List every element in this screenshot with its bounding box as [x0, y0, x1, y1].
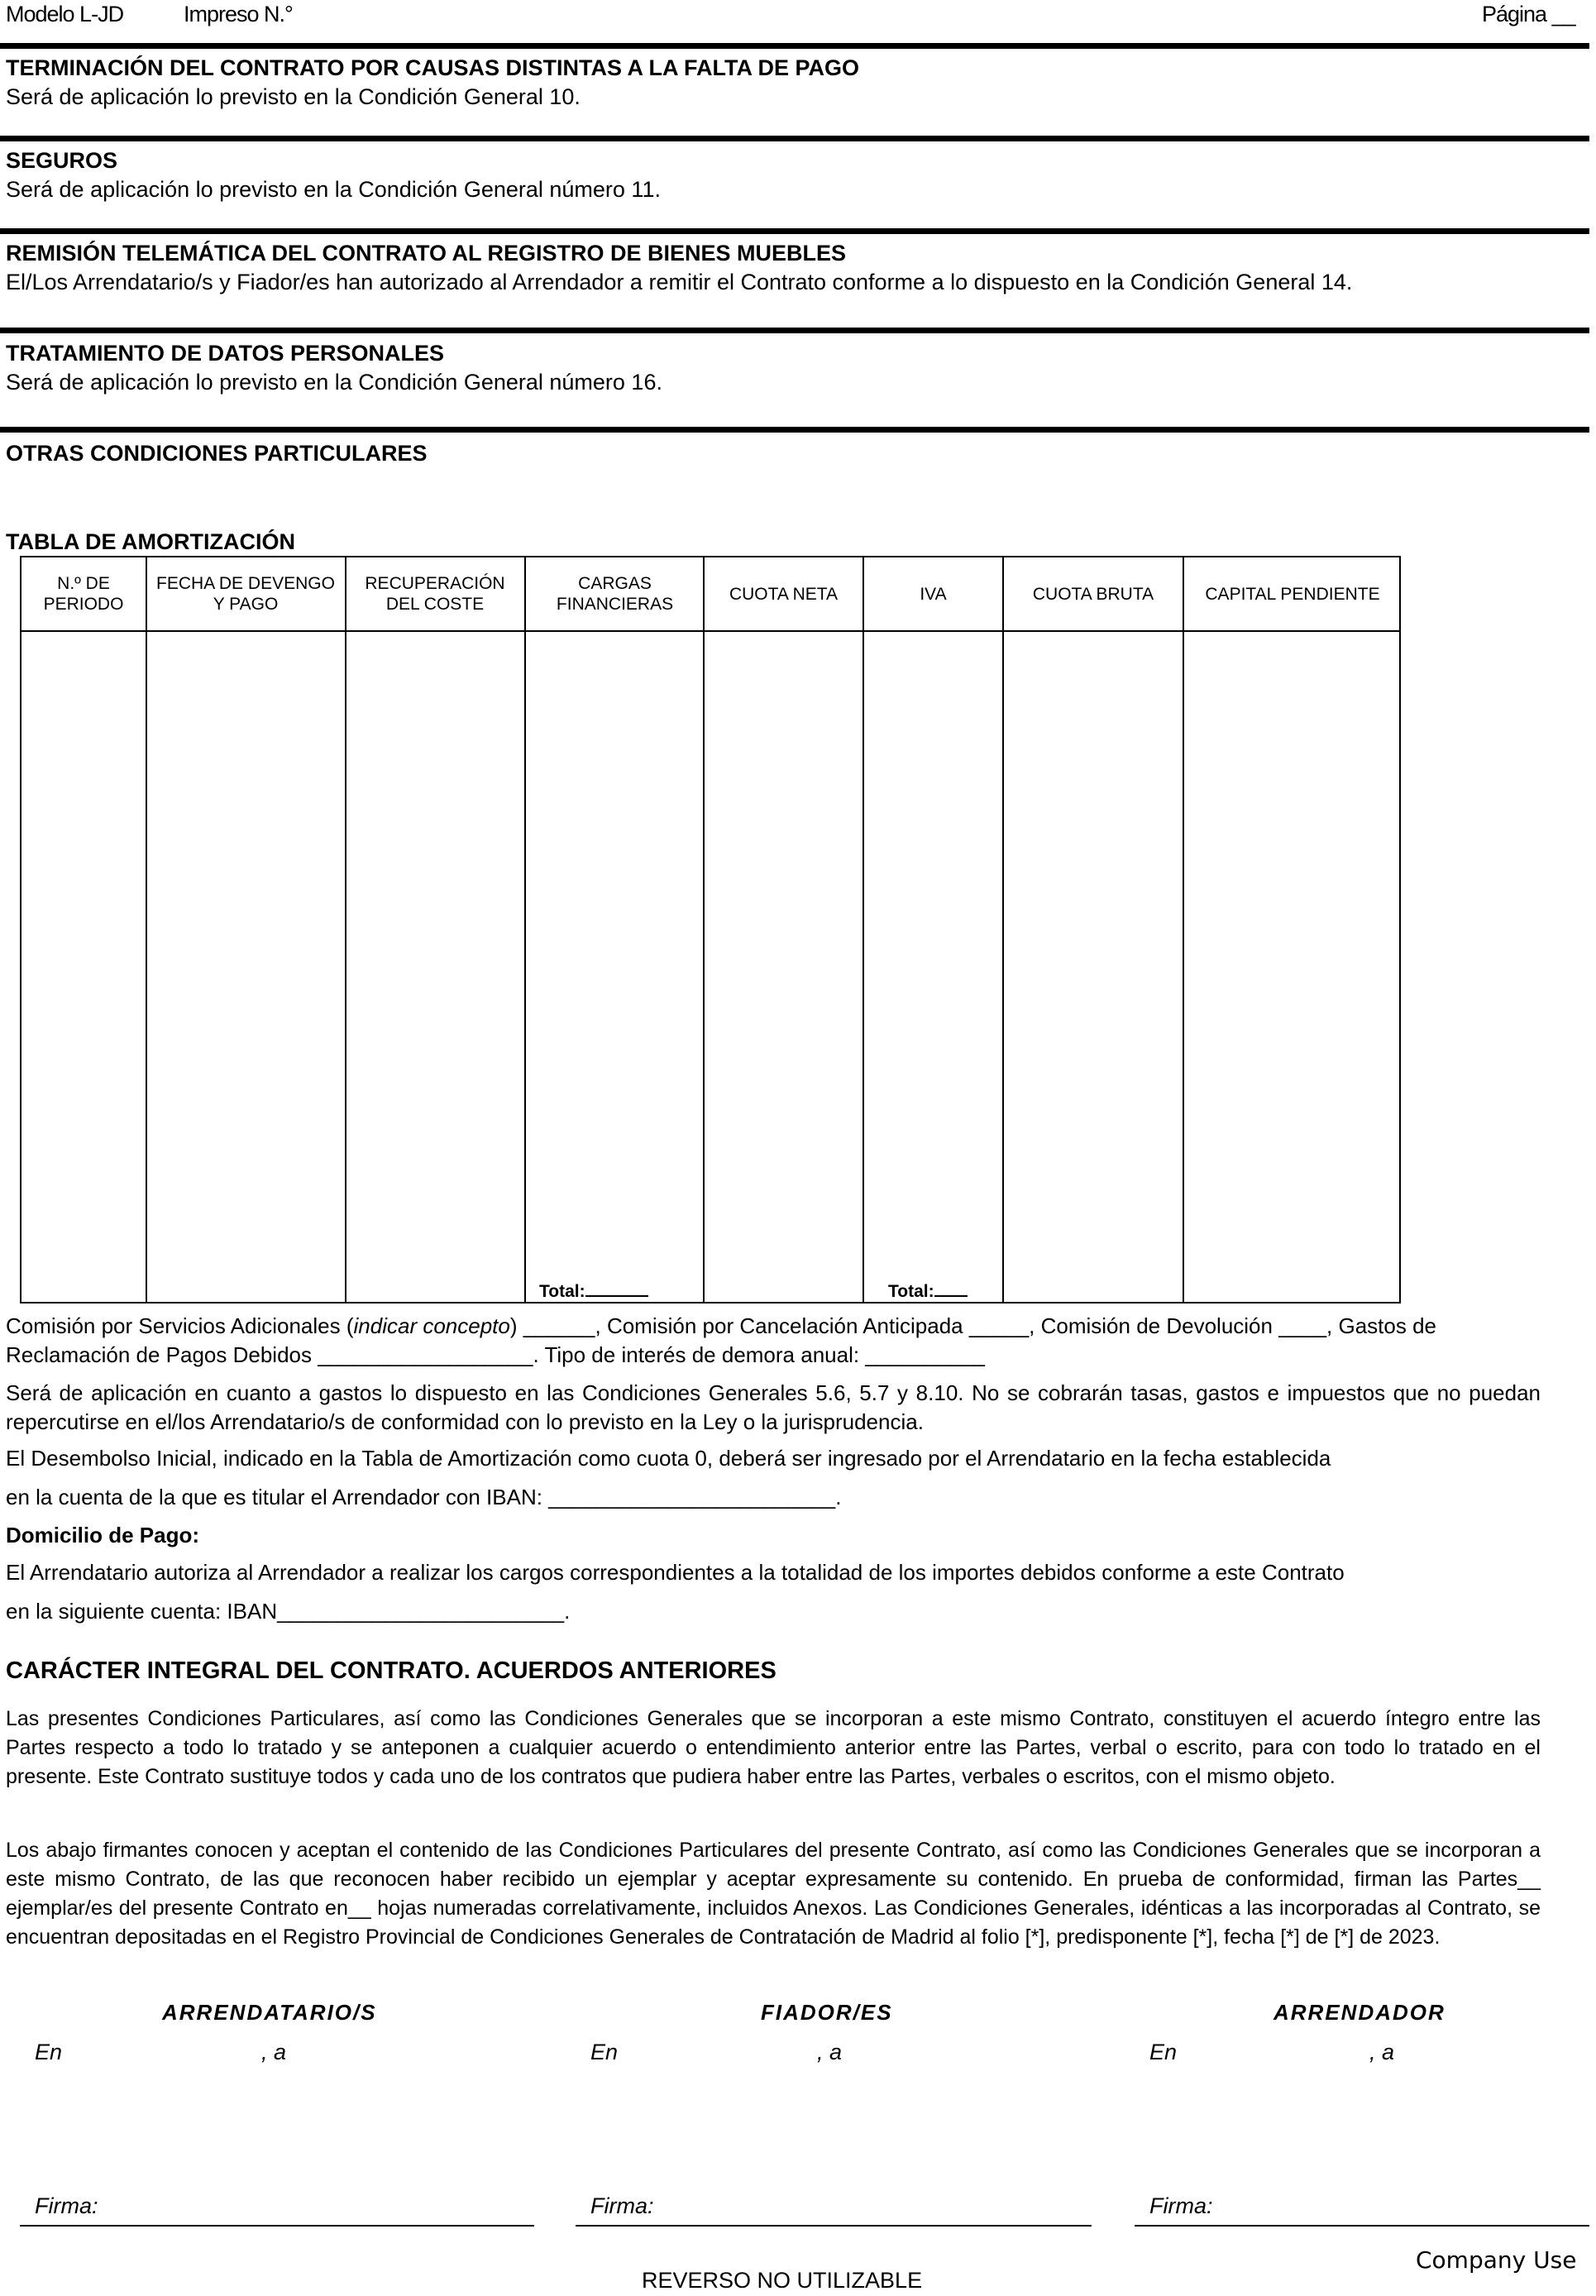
pagina-label: Página __ — [1482, 2, 1575, 26]
table-column-divider — [1183, 557, 1184, 1302]
fiador-heading: FIADOR/ES — [761, 2000, 893, 2025]
arrendatario-en: En — [35, 2040, 63, 2064]
fiador-firma-label: Firma: — [590, 2193, 654, 2218]
integral-para-2: Los abajo firmantes conocen y aceptan el contenido de las Condiciones Particulares del presente Contrato, así como las Condiciones Generales que se incorporan a este mismo Contrato, de las que reconocen haber recibido un ejemplar y aceptar expresamente su contenido. En prueba de conformidad, firman las Partes__ ejemplar/es del presente Contrato en__ hojas numeradas correlativamente, incluidos Anexos. Las Condiciones Generales, idénticas a las incorporadas al Contrato, se encuentran depositadas en el Registro Provincial de Condiciones Generales de Contratación de Madrid al folio [*], predisponente [*], fecha [*] de [*] de 2023. — [6, 1839, 1541, 1949]
datos-title: TRATAMIENTO DE DATOS PERSONALES — [6, 341, 445, 366]
col-header-cargas: CARGAS FINANCIERAS — [556, 574, 674, 614]
arrendador-heading: ARRENDADOR — [1273, 2000, 1445, 2025]
section-divider — [0, 136, 1589, 141]
impreso-label: Impreso N.° — [184, 2, 293, 26]
table-column-divider — [345, 557, 346, 1302]
terminacion-body: Será de aplicación lo previsto en la Condición General 10. — [6, 84, 581, 109]
arrendador-signature-line — [1135, 2225, 1589, 2227]
col-header-periodo: N.º DE PERIODO — [43, 574, 124, 614]
table-column-divider — [1002, 557, 1004, 1302]
domicilio-line-1: El Arrendatario autoriza al Arrendador a realizar los cargos correspondientes a la totalidad de los importes debidos conforme a este Contrato — [6, 1560, 1345, 1585]
otras-title: OTRAS CONDICIONES PARTICULARES — [6, 441, 428, 466]
desembolso-line-2: en la cuenta de la que es titular el Arrendador con IBAN: ________________________. — [6, 1485, 842, 1509]
total-iva: Total: — [888, 1282, 968, 1302]
arrendatario-heading: ARRENDATARIO/S — [162, 2000, 377, 2025]
integral-title: CARÁCTER INTEGRAL DEL CONTRATO. ACUERDOS ANTERIORES — [6, 1657, 776, 1684]
gastos-text: Será de aplicación en cuanto a gastos lo dispuesto en las Condiciones Generales 5.6, 5.7 y 8.10. No se cobrarán tasas, gastos e impuestos que no puedan repercutirse en el/los Arrendatario/s de conformidad con lo previsto en la Ley o la jurisprudencia. — [6, 1380, 1541, 1434]
remision-title: REMISIÓN TELEMÁTICA DEL CONTRATO AL REGISTRO DE BIENES MUEBLES — [6, 241, 847, 265]
arrendatario-a: , a — [261, 2040, 287, 2064]
col-header-fecha: FECHA DE DEVENGO Y PAGO — [156, 574, 335, 614]
domicilio-line-2: en la siguiente cuenta: IBAN________________________. — [6, 1599, 571, 1624]
reverso-label: REVERSO NO UTILIZABLE — [642, 2268, 923, 2293]
modelo-label: Modelo L-JD — [6, 2, 124, 26]
table-column-divider — [524, 557, 526, 1302]
tabla-title: TABLA DE AMORTIZACIÓN — [6, 529, 295, 554]
table-column-divider — [146, 557, 147, 1302]
section-divider — [0, 228, 1589, 234]
arrendatario-firma-label: Firma: — [35, 2193, 98, 2218]
table-column-divider — [703, 557, 705, 1302]
col-header-cuota-bruta: CUOTA BRUTA — [1032, 584, 1154, 604]
col-header-cuota-neta: CUOTA NETA — [729, 584, 839, 604]
table-column-divider — [863, 557, 864, 1302]
comisiones-text: Comisión por Servicios Adicionales (indicar concepto) ______, Comisión por Cancelación Anticipada _____, Comisión de Devolución ____, Gastos de Reclamación de Pagos Debidos __________________. Tipo de interés de demora anual: __________ — [6, 1313, 1436, 1367]
amortization-table — [20, 556, 1401, 1303]
col-header-iva: IVA — [920, 584, 947, 604]
company-use-label: Company Use — [1416, 2246, 1577, 2274]
section-divider — [0, 43, 1589, 49]
seguros-body: Será de aplicación lo previsto en la Condición General número 11. — [6, 177, 661, 202]
arrendador-firma-label: Firma: — [1149, 2193, 1213, 2218]
fiador-a: , a — [817, 2040, 843, 2064]
desembolso-line-1: El Desembolso Inicial, indicado en la Tabla de Amortización como cuota 0, deberá ser ingresado por el Arrendatario en la fecha establecida — [6, 1446, 1331, 1471]
domicilio-title: Domicilio de Pago: — [6, 1523, 200, 1547]
fiador-signature-line — [576, 2225, 1092, 2227]
table-header-divider — [22, 630, 1399, 632]
integral-para-1: Las presentes Condiciones Particulares, así como las Condiciones Generales que se incorporan a este mismo Contrato, constituyen el acuerdo íntegro entre las Partes respecto a todo lo tratado y se anteponen a cualquier acuerdo o entendimiento anterior entre las Partes, verbal o escrito, para con todo lo tratado en el presente. Este Contrato sustituye todos y cada uno de los contratos que pudiera haber entre las Partes, verbales o escritos, con el mismo objeto. — [6, 1707, 1541, 1788]
arrendatario-signature-line — [20, 2225, 534, 2227]
section-divider — [0, 427, 1589, 433]
remision-body: El/Los Arrendatario/s y Fiador/es han autorizado al Arrendador a remitir el Contrato conforme a lo dispuesto en la Condición General 14. — [6, 270, 1353, 294]
datos-body: Será de aplicación lo previsto en la Condición General número 16. — [6, 370, 662, 395]
arrendador-en: En — [1149, 2040, 1178, 2064]
col-header-capital: CAPITAL PENDIENTE — [1205, 584, 1380, 604]
section-divider — [0, 328, 1589, 333]
terminacion-title: TERMINACIÓN DEL CONTRATO POR CAUSAS DISTINTAS A LA FALTA DE PAGO — [6, 55, 859, 80]
total-cargas: Total: — [539, 1282, 648, 1302]
seguros-title: SEGUROS — [6, 148, 118, 173]
col-header-recuperacion: RECUPERACIÓN DEL COSTE — [365, 574, 505, 614]
arrendador-a: , a — [1369, 2040, 1395, 2064]
fiador-en: En — [590, 2040, 619, 2064]
